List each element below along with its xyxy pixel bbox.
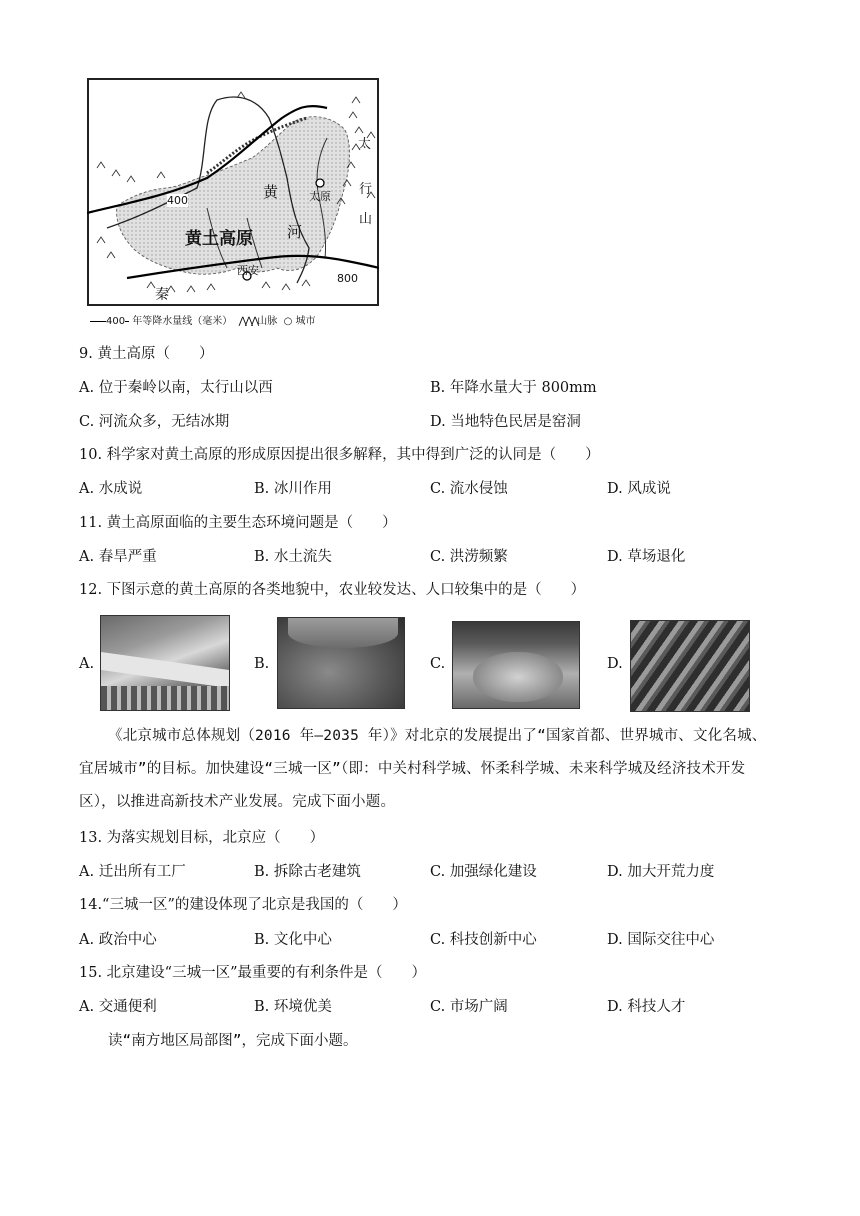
map-label-tai: 太 xyxy=(358,137,372,152)
q15-option-b[interactable]: B. 环境优美 xyxy=(254,999,332,1015)
q9-option-c[interactable]: C. 河流众多，无结冰期 xyxy=(79,414,230,430)
beijing-passage: 《北京城市总体规划（2016 年—2035 年）》对北京的发展提出了“国家首都、世界城市、文化名城、宜居城市”的目标。加快建设“三城一区”（即：中关村科学城、怀柔科学城、未来科学城及经济技术开发区），以推进高新技术产业发展。完成下面小题。 xyxy=(79,728,767,810)
q15-option-a[interactable]: A. 交通便利 xyxy=(79,999,157,1015)
q10-option-c[interactable]: C. 流水侵蚀 xyxy=(430,481,508,497)
map-region-label: 黄土高原 xyxy=(185,229,253,249)
q11-option-b[interactable]: B. 水土流失 xyxy=(254,549,332,565)
q14-option-a[interactable]: A. 政治中心 xyxy=(79,932,157,948)
q9-option-b[interactable]: B. 年降水量大于 800mm xyxy=(430,380,597,396)
q13-option-b[interactable]: B. 拆除古老建筑 xyxy=(254,864,361,880)
q12-photo-c-loess-mound[interactable] xyxy=(452,621,580,709)
map-graphic xyxy=(87,78,379,306)
city-icon: ○ xyxy=(283,316,293,327)
q14-option-b[interactable]: B. 文化中心 xyxy=(254,932,332,948)
q14-stem: 14.“三城一区”的建设体现了北京是我国的（ ） xyxy=(79,897,407,913)
q13-option-d[interactable]: D. 加大开荒力度 xyxy=(607,864,715,880)
q12-photo-a-river-valley[interactable] xyxy=(100,615,230,711)
q12-stem: 12. 下图示意的黄土高原的各类地貌中，农业较发达、人口较集中的是（ ） xyxy=(79,582,586,598)
q10-option-b[interactable]: B. 冰川作用 xyxy=(254,481,332,497)
legend-city-text: 城市 xyxy=(295,316,316,327)
q11-stem: 11. 黄土高原面临的主要生态环境问题是（ ） xyxy=(79,515,397,531)
map-label-taiyuan: 太原 xyxy=(309,190,331,203)
q13-option-c[interactable]: C. 加强绿化建设 xyxy=(430,864,537,880)
map-label-iso400: 400 xyxy=(167,194,188,207)
q14-option-d[interactable]: D. 国际交往中心 xyxy=(607,932,715,948)
legend-isohyet-text: 年等降水量线（毫米） xyxy=(132,316,233,327)
map-label-xian: 西安 xyxy=(237,264,259,277)
q9-option-d[interactable]: D. 当地特色民居是窑洞 xyxy=(430,414,581,430)
q15-stem: 15. 北京建设“三城一区”最重要的有利条件是（ ） xyxy=(79,965,426,981)
legend-mountain-text: 山脉 xyxy=(257,316,278,327)
legend-isohyet-sample: 400 xyxy=(106,316,126,327)
q10-option-d[interactable]: D. 风成说 xyxy=(607,481,671,497)
final-instruction: 读“南方地区局部图”，完成下面小题。 xyxy=(108,1033,358,1049)
q12-photo-b-loess-ridge[interactable] xyxy=(277,617,405,709)
map-label-he: 河 xyxy=(287,223,303,241)
q11-option-d[interactable]: D. 草场退化 xyxy=(607,549,686,565)
q10-stem: 10. 科学家对黄土高原的形成原因提出很多解释，其中得到广泛的认同是（ ） xyxy=(79,447,600,463)
q15-option-d[interactable]: D. 科技人才 xyxy=(607,999,686,1015)
map-label-iso800: 800 xyxy=(337,272,358,285)
mountain-icon: ⋀⋀⋀ xyxy=(238,316,258,327)
q13-stem: 13. 为落实规划目标，北京应（ ） xyxy=(79,830,325,846)
map-label-shan: 山 xyxy=(359,212,373,227)
city-taiyuan-marker xyxy=(316,179,324,187)
loess-plateau-map xyxy=(87,78,379,306)
q12-option-b[interactable]: B. xyxy=(254,656,270,672)
map-label-qin: 秦 xyxy=(155,287,169,303)
q11-option-c[interactable]: C. 洪涝频繁 xyxy=(430,549,508,565)
q13-option-a[interactable]: A. 迁出所有工厂 xyxy=(79,864,186,880)
q12-option-a[interactable]: A. xyxy=(79,656,95,672)
q9-option-a[interactable]: A. 位于秦岭以南，太行山以西 xyxy=(79,380,273,396)
map-legend xyxy=(90,312,316,327)
q12-option-d[interactable]: D. xyxy=(607,656,623,672)
q14-option-c[interactable]: C. 科技创新中心 xyxy=(430,932,537,948)
q12-photo-d-gully[interactable] xyxy=(630,620,750,712)
q15-option-c[interactable]: C. 市场广阔 xyxy=(430,999,508,1015)
q11-option-a[interactable]: A. 春旱严重 xyxy=(79,549,157,565)
q10-option-a[interactable]: A. 水成说 xyxy=(79,481,143,497)
q12-option-c[interactable]: C. xyxy=(430,656,446,672)
map-label-xing: 行 xyxy=(359,182,373,197)
q9-stem: 9. 黄土高原（ ） xyxy=(79,346,214,362)
map-label-huang: 黄 xyxy=(263,183,279,201)
